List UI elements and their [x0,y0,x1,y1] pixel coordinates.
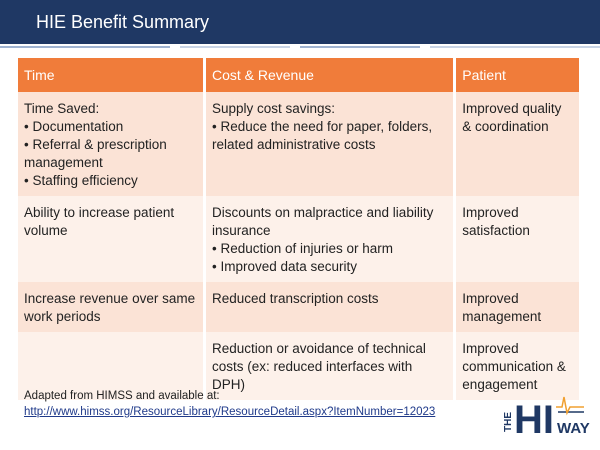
cell-text-line: • Staffing efficiency [24,173,138,188]
patient-cell [455,196,581,282]
table-row [18,196,581,282]
table-header-row [18,58,581,92]
accent-strip [0,44,600,50]
cell-text-line: Time Saved: [24,101,100,116]
cell-text-line: Discounts on malpractice and liability insurance [211,205,434,238]
cell-text-line: Improved quality & coordination [462,101,562,134]
patient-cell [455,282,581,332]
column-header-patient: Patient [455,58,581,92]
column-header-time: Time [18,58,204,92]
cost-revenue-cell [204,92,454,196]
logo-hi-text: HI [514,398,554,442]
cell-text-line: Ability to increase patient volume [24,205,175,238]
cell-text-line: Reduction or avoidance of technical costs (ex: reduced interfaces with DPH) [211,341,426,392]
cost-revenue-cell [204,196,454,282]
cell-text-line: Improved satisfaction [462,205,530,238]
time-cell [18,196,204,282]
cell-text-line: • Documentation [24,119,124,134]
cell-text-line: • Referral & prescription management [24,137,167,170]
cell-text-line: Reduced transcription costs [211,291,379,306]
time-cell [18,92,204,196]
table-row [18,92,581,196]
hiway-logo [500,384,590,442]
cell-text-line: • Reduce the need for paper, folders, related administrative costs [211,119,433,152]
cost-revenue-cell [204,282,454,332]
column-header-cost-revenue: Cost & Revenue [204,58,454,92]
patient-cell [455,92,581,196]
title-bar [0,0,600,44]
cell-text-line: • Reduction of injuries or harm [211,241,394,256]
source-link[interactable]: http://www.himss.org/ResourceLibrary/ResourceDetail.aspx?ItemNumber=12023 [24,406,436,418]
table-row [18,282,581,332]
cell-text-line: Increase revenue over same work periods [24,291,196,324]
cell-text-line: Improved management [462,291,542,324]
logo-way-text: WAY [557,420,590,437]
cell-text-line: Supply cost savings: [211,101,336,116]
time-cell [18,282,204,332]
source-note [24,388,484,420]
logo-the-text: THE [503,412,514,432]
benefit-table [18,58,582,400]
page-title: HIE Benefit Summary [36,12,210,32]
cell-text-line: Improved communication & engagement [462,341,566,392]
source-text: Adapted from HIMSS and available at: [24,390,220,402]
cell-text-line: • Improved data security [211,259,358,274]
